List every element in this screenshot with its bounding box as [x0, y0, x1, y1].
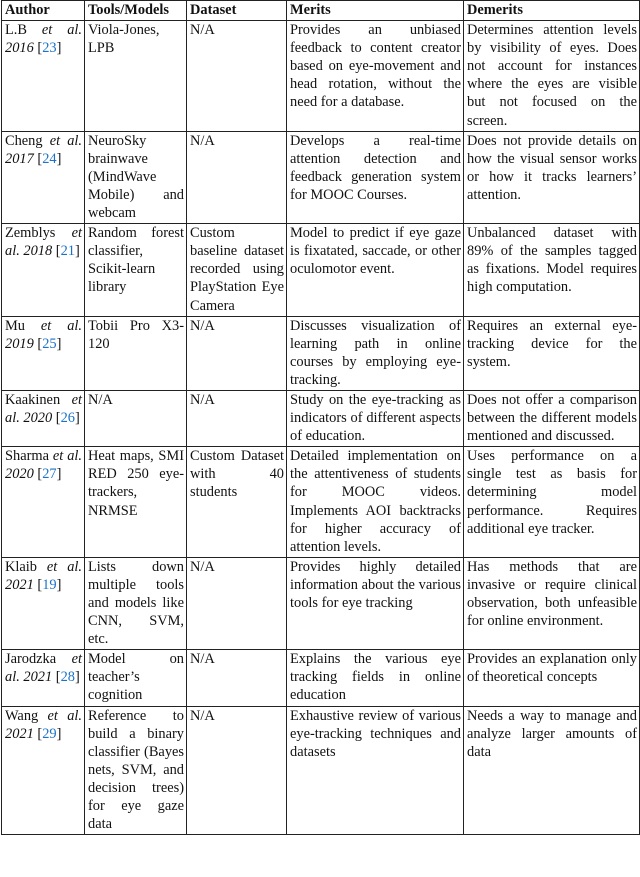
citation-link[interactable]: 28 [60, 669, 75, 686]
citation[interactable]: [29] [37, 725, 62, 742]
citation-link[interactable]: 24 [42, 150, 57, 167]
header-tools-models: Tools/Models [85, 1, 187, 21]
comparison-table [1, 0, 640, 835]
table-row [2, 224, 640, 316]
table-row [2, 447, 640, 558]
tools-cell: Random forest classifier, Scikit-learn library [85, 224, 187, 316]
author-etal: et al. [52, 448, 82, 465]
tools-cell: Viola-Jones, LPB [85, 21, 187, 132]
author-name: L.B [5, 22, 27, 39]
tools-cell: Model on teacher’s cognition [85, 650, 187, 706]
citation-link[interactable]: 25 [42, 335, 57, 352]
author-year: 2019 [5, 335, 34, 352]
citation-link[interactable]: 21 [60, 243, 75, 260]
author-year: 2016 [5, 40, 34, 57]
author-name: Mu [5, 317, 25, 334]
header-dataset: Dataset [187, 1, 287, 21]
demerits-cell: Does not provide details on how the visual sensor works or how it tracks learners’ attention. [464, 131, 640, 223]
dataset-cell: N/A [187, 557, 287, 649]
author-etal: et al. [5, 651, 82, 686]
author-cell [2, 21, 85, 132]
tools-cell: Tobii Pro X3-120 [85, 316, 187, 390]
author-etal: et al. [40, 317, 82, 334]
tools-cell: Heat maps, SMI RED 250 eye-trackers, NRMSE [85, 447, 187, 558]
author-cell [2, 224, 85, 316]
tools-cell: N/A [85, 390, 187, 446]
author-name: Klaib [5, 558, 37, 575]
merits-cell: Provides an unbiased feedback to content creator based on eye-movement and head rotation, without the need for a database. [287, 21, 464, 132]
dataset-cell: N/A [187, 390, 287, 446]
author-name: Wang [5, 707, 39, 724]
demerits-cell: Determines attention levels by visibility of eyes. Does not account for instances where the eyes are visible but not focused on the screen. [464, 21, 640, 132]
citation-link[interactable]: 29 [42, 725, 57, 742]
dataset-cell: Custom baseline dataset recorded using PlayStation Eye Camera [187, 224, 287, 316]
author-name: Zemblys [5, 225, 56, 242]
dataset-cell: N/A [187, 650, 287, 706]
merits-cell: Develops a real-time attention detection and feedback generation system for MOOC Courses. [287, 131, 464, 223]
merits-cell: Exhaustive review of various eye-tracking techniques and datasets [287, 706, 464, 835]
citation[interactable]: [26] [55, 410, 80, 427]
author-year: 2021 [23, 669, 53, 686]
demerits-cell: Provides an explanation only of theoretical concepts [464, 650, 640, 706]
author-etal: et al. [47, 707, 82, 724]
merits-cell: Discusses visualization of learning path in online courses by employing eye-tracking. [287, 316, 464, 390]
author-cell [2, 557, 85, 649]
citation-link[interactable]: 27 [42, 466, 57, 483]
table-row [2, 390, 640, 446]
dataset-cell: N/A [187, 21, 287, 132]
demerits-cell: Requires an external eye-tracking device for the system. [464, 316, 640, 390]
merits-cell: Explains the various eye tracking fields in online education [287, 650, 464, 706]
citation[interactable]: [23] [37, 40, 62, 57]
citation[interactable]: [28] [55, 669, 80, 686]
citation-link[interactable]: 26 [60, 410, 75, 427]
author-year: 2018 [23, 243, 53, 260]
dataset-cell: N/A [187, 131, 287, 223]
merits-cell: Provides highly detailed information about the various tools for eye tracking [287, 557, 464, 649]
author-year: 2020 [23, 410, 53, 427]
author-name: Jarodzka [5, 651, 57, 668]
table-row [2, 131, 640, 223]
author-name: Cheng [5, 132, 43, 149]
author-cell [2, 316, 85, 390]
demerits-cell: Does not offer a comparison between the different models mentioned and discussed. [464, 390, 640, 446]
merits-cell: Study on the eye-tracking as indicators of different aspects of education. [287, 390, 464, 446]
author-year: 2017 [5, 150, 34, 167]
author-name: Kaakinen [5, 391, 61, 408]
merits-cell: Detailed implementation on the attentiveness of students for MOOC videos. Implements AOI backtracks for higher accuracy of attention levels. [287, 447, 464, 558]
author-cell [2, 706, 85, 835]
tools-cell: NeuroSky brainwave (MindWave Mobile) and webcam [85, 131, 187, 223]
header-author: Author [2, 1, 85, 21]
table-row [2, 21, 640, 132]
table-body [2, 21, 640, 835]
table-row [2, 650, 640, 706]
author-etal: et al. [5, 391, 82, 427]
author-year: 2021 [5, 725, 34, 742]
citation[interactable]: [27] [37, 466, 62, 483]
author-cell [2, 650, 85, 706]
header-row [2, 1, 640, 21]
author-etal: et al. [41, 22, 82, 39]
tools-cell: Reference to build a binary classifier (Bayes nets, SVM, and decision trees) for eye gaze data [85, 706, 187, 835]
demerits-cell: Has methods that are invasive or require clinical observation, both unfeasible for online environment. [464, 557, 640, 649]
citation-link[interactable]: 23 [42, 40, 57, 57]
author-year: 2020 [5, 466, 34, 483]
dataset-cell: N/A [187, 706, 287, 835]
author-etal: et al. [5, 225, 82, 260]
citation[interactable]: [25] [37, 335, 62, 352]
citation[interactable]: [24] [37, 150, 62, 167]
table-row [2, 706, 640, 835]
author-cell [2, 447, 85, 558]
author-cell [2, 390, 85, 446]
author-year: 2021 [5, 576, 34, 593]
author-etal: et al. [46, 558, 82, 575]
table-row [2, 557, 640, 649]
demerits-cell: Uses performance on a single test as basis for determining model performance. Requires additional eye tracker. [464, 447, 640, 558]
author-etal: et al. [49, 132, 82, 149]
demerits-cell: Needs a way to manage and analyze larger amounts of data [464, 706, 640, 835]
author-cell [2, 131, 85, 223]
header-demerits: Demerits [464, 1, 640, 21]
author-name: Sharma [5, 448, 49, 465]
citation[interactable]: [21] [55, 243, 80, 260]
demerits-cell: Unbalanced dataset with 89% of the samples tagged as fixations. Model requires high computation. [464, 224, 640, 316]
merits-cell: Model to predict if eye gaze is fixatated, saccade, or other oculomotor event. [287, 224, 464, 316]
tools-cell: Lists down multiple tools and models like CNN, SVM, etc. [85, 557, 187, 649]
citation[interactable]: [19] [37, 576, 62, 593]
dataset-cell: Custom Dataset with 40 students [187, 447, 287, 558]
table-row [2, 316, 640, 390]
header-merits: Merits [287, 1, 464, 21]
citation-link[interactable]: 19 [42, 576, 57, 593]
dataset-cell: N/A [187, 316, 287, 390]
